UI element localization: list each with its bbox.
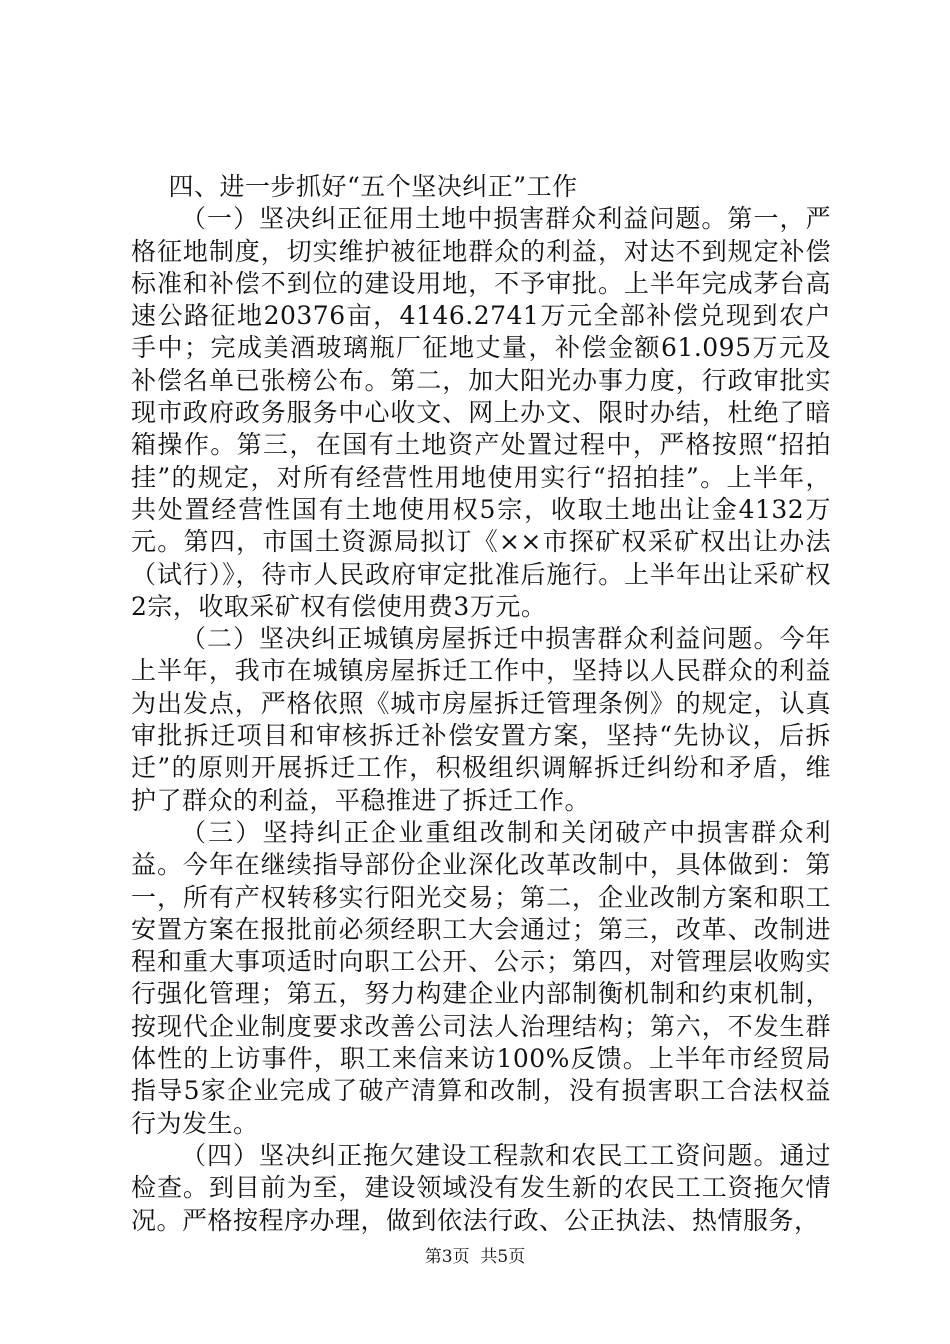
paragraph-4: （四）坚决纠正拖欠建设工程款和农民工工资问题。通过检查。到目前为至，建设领域没有发生新的农民工工资拖欠情况。严格按程序办理，做到依法行政、公正执法、热情服务， [131,1140,831,1235]
page-footer [0,1246,950,1268]
paragraph-2: （二）坚决纠正城镇房屋拆迁中损害群众利益问题。今年上半年，我市在城镇房屋拆迁工作中，坚持以人民群众的利益为出发点，严格依照《城市房屋拆迁管理条例》的规定，认真审批拆迁项目和审核拆迁补偿安置方案，坚持“先协议，后拆迁”的原则开展拆迁工作，积极组织调解拆迁纠纷和矛盾，维护了群众的利益，平稳推进了拆迁工作。 [131,624,831,815]
paragraph-3: （三）坚持纠正企业重组改制和关闭破产中损害群众利益。今年在继续指导部份企业深化改革改制中，具体做到：第一，所有产权转移实行阳光交易；第二，企业改制方案和职工安置方案在报批前必须经职工大会通过；第三，改革、改制进程和重大事项适时向职工公开、公示；第四，对管理层收购实行强化管理；第五，努力构建企业内部制衡机制和约束机制，按现代企业制度要求改善公司法人治理结构；第六，不发生群体性的上访事件，职工来信来访100%反馈。上半年市经贸局指导5家企业完成了破产清算和改制，没有损害职工合法权益行为发生。 [131,817,831,1138]
document-body [131,171,831,1237]
page-number: 第3页 共5页 [424,1247,526,1267]
section-heading: 四、进一步抓好“五个坚决纠正”工作 [168,172,578,201]
paragraph-1: （一）坚决纠正征用土地中损害群众利益问题。第一，严格征地制度，切实维护被征地群众的利益，对达不到规定补偿标准和补偿不到位的建设用地，不予审批。上半年完成茅台高速公路征地20376亩，4146.2741万元全部补偿兑现到农户手中；完成美酒玻璃瓶厂征地丈量，补偿金额61.095万元及补偿名单已张榜公布。第二，加大阳光办事力度，行政审批实现市政府政务服务中心收文、网上办文、限时办结，杜绝了暗箱操作。第三，在国有土地资产处置过程中，严格按照“招拍挂”的规定，对所有经营性用地使用实行“招拍挂”。上半年，共处置经营性国有土地使用权5宗，收取土地出让金4132万元。第四，市国土资源局拟订《××市探矿权采矿权出让办法（试行）》，待市人民政府审定批准后施行。上半年出让采矿权2宗，收取采矿权有偿使用费3万元。 [131,204,831,621]
